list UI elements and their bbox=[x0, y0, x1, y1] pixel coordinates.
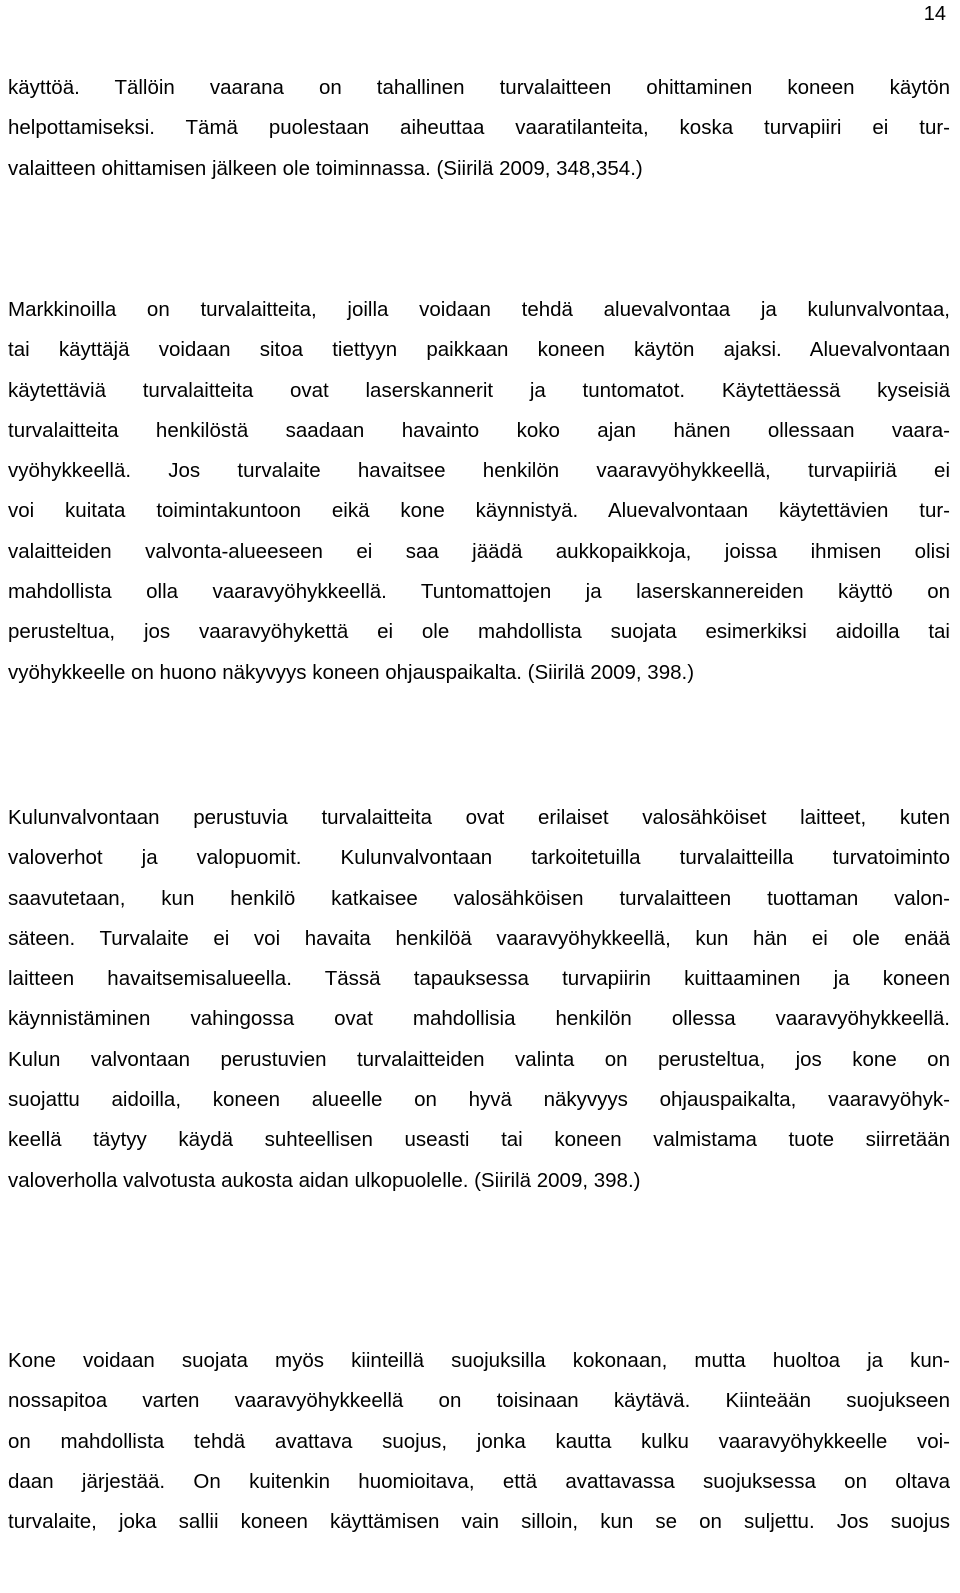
text-line: daan järjestää. On kuitenkin huomioitava, että avattavassa suojuksessa on oltava bbox=[8, 1469, 950, 1493]
text-line: turvalaitteita henkilöstä saadaan havainto koko ajan hänen ollessaan vaara- bbox=[8, 418, 950, 442]
text-line: käynnistäminen vahingossa ovat mahdollisia henkilön ollessa vaaravyöhykkeellä. bbox=[8, 1007, 950, 1031]
text-line: mahdollista olla vaaravyöhykkeellä. Tuntomattojen ja laserskannereiden käyttö on bbox=[8, 580, 950, 604]
text-line: keellä täytyy käydä suhteellisen useasti tai koneen valmistama tuote siirretään bbox=[8, 1128, 950, 1152]
text-line: Kulun valvontaan perustuvien turvalaitteiden valinta on perusteltua, jos kone on bbox=[8, 1047, 950, 1071]
text-line: Kone voidaan suojata myös kiinteillä suojuksilla kokonaan, mutta huoltoa ja kun- bbox=[8, 1349, 950, 1372]
text-line: vyöhykkeellä. Jos turvalaite havaitsee henkilön vaaravyöhykkeellä, turvapiiriä ei bbox=[8, 459, 950, 483]
paragraph-1 bbox=[8, 68, 950, 189]
text-line: vyöhykkeelle on huono näkyvyys koneen ohjauspaikalta. (Siirilä 2009, 398.) bbox=[8, 660, 695, 684]
paragraph-2 bbox=[8, 290, 950, 693]
page-number: 14 bbox=[923, 3, 946, 25]
text-line: nossapitoa varten vaaravyöhykkeellä on toisinaan käytävä. Kiinteään suojukseen bbox=[8, 1389, 950, 1413]
text-line: on mahdollista tehdä avattava suojus, jonka kautta kulku vaaravyöhykkeelle voi- bbox=[8, 1429, 950, 1453]
paragraph-3 bbox=[8, 798, 950, 1201]
text-line: laitteen havaitsemisalueella. Tässä tapauksessa turvapiirin kuittaaminen ja koneen bbox=[8, 967, 950, 991]
text-line: saavutetaan, kun henkilö katkaisee valosähköisen turvalaitteen tuottaman valon- bbox=[8, 886, 950, 910]
text-line: suojattu aidoilla, koneen alueelle on hyvä näkyvyys ohjauspaikalta, vaaravyöhyk- bbox=[8, 1088, 950, 1112]
text-line: voi kuitata toimintakuntoon eikä kone käynnistyä. Aluevalvontaan käytettävien tur- bbox=[8, 499, 950, 523]
text-line: valaitteiden valvonta-alueeseen ei saa jäädä aukkopaikkoja, joissa ihmisen olisi bbox=[8, 539, 950, 563]
text-line: valaitteen ohittamisen jälkeen ole toiminnassa. (Siirilä 2009, 348,354.) bbox=[8, 156, 643, 180]
text-line: tai käyttäjä voidaan sitoa tiettyyn paikkaan koneen käytön ajaksi. Aluevalvontaan bbox=[8, 338, 950, 362]
text-line: valoverhot ja valopuomit. Kulunvalvontaan tarkoitetuilla turvalaitteilla turvatoiminto bbox=[8, 846, 950, 870]
text-line: käytettäviä turvalaitteita ovat laserskannerit ja tuntomatot. Käytettäessä kyseisiä bbox=[8, 378, 950, 402]
text-line: helpottamiseksi. Tämä puolestaan aiheuttaa vaaratilanteita, koska turvapiiri ei tur- bbox=[8, 116, 950, 140]
paragraph-4 bbox=[8, 1341, 950, 1542]
text-line: käyttöä. Tällöin vaarana on tahallinen turvalaitteen ohittaminen koneen käytön bbox=[8, 76, 950, 99]
text-line: Kulunvalvontaan perustuvia turvalaitteita ovat erilaiset valosähköiset laitteet, kuten bbox=[8, 806, 950, 829]
text-line: perusteltua, jos vaaravyöhykettä ei ole mahdollista suojata esimerkiksi aidoilla tai bbox=[8, 620, 950, 644]
text-line: valoverholla valvotusta aukosta aidan ulkopuolelle. (Siirilä 2009, 398.) bbox=[8, 1168, 641, 1192]
text-line: Markkinoilla on turvalaitteita, joilla voidaan tehdä aluevalvontaa ja kulunvalvontaa, bbox=[8, 298, 950, 321]
text-line: säteen. Turvalaite ei voi havaita henkilöä vaaravyöhykkeellä, kun hän ei ole enää bbox=[8, 926, 950, 950]
text-line: turvalaite, joka sallii koneen käyttämisen vain silloin, kun se on suljettu. Jos suojus bbox=[8, 1510, 950, 1534]
